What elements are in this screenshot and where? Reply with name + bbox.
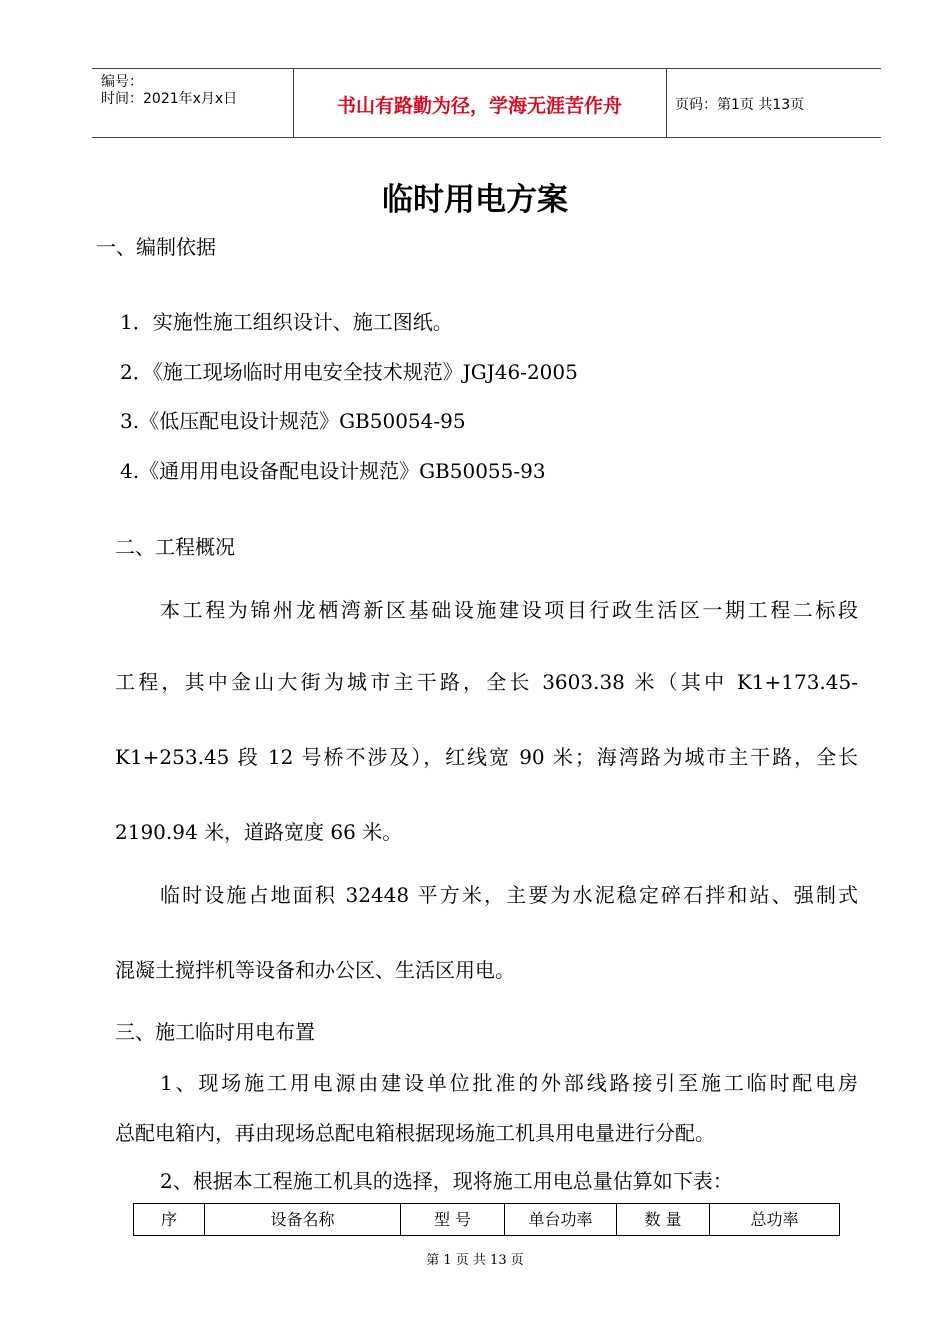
equipment-table-header <box>133 1203 840 1236</box>
paragraph-line: 工程，其中金山大街为城市主干路，全长 3603.38 米（其中 K1+173.45- <box>115 670 858 694</box>
document-title: 临时用电方案 <box>382 182 568 218</box>
paragraph-line: 2、根据本工程施工机具的选择，现将施工用电总量估算如下表： <box>160 1169 733 1193</box>
header-page-info: 页码：第1页 共13页 <box>675 97 805 113</box>
column-header-unit-power: 单台功率 <box>505 1204 617 1235</box>
reference-item: 4.《通用用电设备配电设计规范》GB50055-93 <box>120 459 546 483</box>
section-heading: 二、工程概况 <box>115 535 235 559</box>
column-header-quantity: 数 量 <box>617 1204 710 1235</box>
column-header-model: 型 号 <box>401 1204 505 1235</box>
column-header-index: 序 <box>134 1204 205 1235</box>
document-number-label: 编号： <box>101 74 143 90</box>
paragraph-line: 临时设施占地面积 32448 平方米，主要为水泥稳定碎石拌和站、强制式 <box>160 883 858 907</box>
page-header <box>92 68 881 138</box>
paragraph-line: 混凝土搅拌机等设备和办公区、生活区用电。 <box>115 958 515 982</box>
paragraph-line: 2190.94 米，道路宽度 66 米。 <box>115 820 403 844</box>
column-header-equipment-name: 设备名称 <box>205 1204 401 1235</box>
section-heading: 三、施工临时用电布置 <box>115 1020 315 1044</box>
section-heading: 一、编制依据 <box>96 235 216 259</box>
paragraph-line: 1、现场施工用电源由建设单位批准的外部线路接引至施工临时配电房 <box>160 1071 858 1095</box>
reference-item: 2．《施工现场临时用电安全技术规范》JGJ46-2005 <box>120 360 578 384</box>
paragraph-line: K1+253.45 段 12 号桥不涉及），红线宽 90 米；海湾路为城市主干路，全长 <box>115 745 858 769</box>
header-meta <box>101 74 237 108</box>
paragraph-line: 总配电箱内，再由现场总配电箱根据现场施工机具用电量进行分配。 <box>115 1121 715 1145</box>
paragraph-line: 本工程为锦州龙栖湾新区基础设施建设项目行政生活区一期工程二标段 <box>160 598 858 622</box>
page-footer: 第 1 页 共 13 页 <box>426 1253 524 1268</box>
header-motto: 书山有路勤为径，学海无涯苦作舟 <box>336 95 622 117</box>
header-divider <box>666 69 667 137</box>
reference-item: 3.《低压配电设计规范》GB50054-95 <box>120 409 466 433</box>
column-header-total-power: 总功率 <box>750 1210 799 1229</box>
document-time-label: 时间：2021年x月x日 <box>101 91 238 107</box>
reference-item: 1．实施性施工组织设计、施工图纸。 <box>120 310 453 334</box>
